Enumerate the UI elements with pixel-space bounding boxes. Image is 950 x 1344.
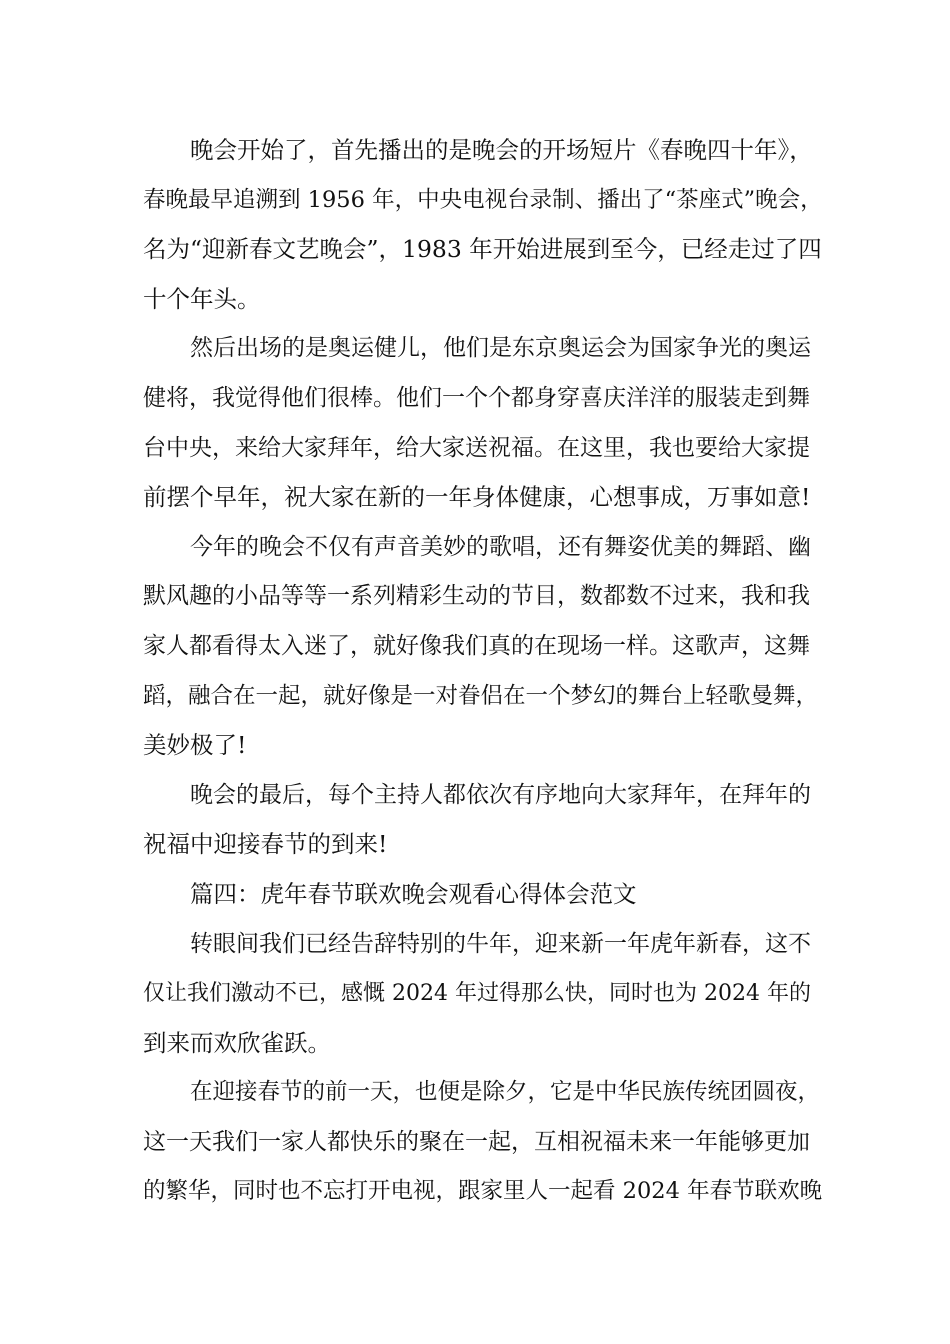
text-line: 仅让我们激动不已，感慨 2024 年过得那么快，同时也为 2024 年的 (143, 981, 811, 1007)
text-line: 的繁华，同时也不忘打开电视，跟家里人一起看 2024 年春节联欢晚 (143, 1178, 823, 1205)
text-line: 到来而欢欣雀跃。 (143, 1028, 331, 1057)
text-line: 家人都看得太入迷了，就好像我们真的在现场一样。这歌声，这舞 (143, 632, 810, 659)
document-body (143, 126, 823, 1217)
text-line: 默风趣的小品等等一系列精彩生动的节目，数都数不过来，我和我 (143, 583, 810, 610)
text-line: 名为“迎新春文艺晚会”，1983 年开始进展到至今，已经走过了四 (143, 235, 822, 264)
text-line: 祝福中迎接春节的到来! (143, 830, 388, 859)
text-line: 蹈，融合在一起，就好像是一对眷侣在一个梦幻的舞台上轻歌曼舞， (143, 682, 819, 709)
text-line: 春晚最早追溯到 1956 年，中央电视台录制、播出了“茶座式”晚会， (143, 186, 823, 213)
section-heading: 篇四：虎年春节联欢晚会观看心得体会范文 (190, 879, 637, 908)
text-line: 晚会的最后，每个主持人都依次有序地向大家拜年，在拜年的 (190, 781, 811, 808)
text-line: 美妙极了! (143, 731, 247, 760)
text-line: 然后出场的是奥运健儿，他们是东京奥运会为国家争光的奥运 (190, 335, 811, 362)
text-line: 在迎接春节的前一天，也便是除夕，它是中华民族传统团圆夜， (190, 1079, 821, 1106)
text-line: 转眼间我们已经告辞特别的牛年，迎来新一年虎年新春，这不 (190, 930, 811, 957)
text-line: 今年的晚会不仅有声音美妙的歌唱，还有舞姿优美的舞蹈、幽 (190, 533, 811, 560)
text-line: 这一天我们一家人都快乐的聚在一起，互相祝福未来一年能够更加 (143, 1128, 810, 1155)
text-line: 晚会开始了，首先播出的是晚会的开场短片《春晚四十年》， (190, 136, 813, 164)
text-line: 健将，我觉得他们很棒。他们一个个都身穿喜庆洋洋的服装走到舞 (143, 384, 810, 411)
text-line: 前摆个早年，祝大家在新的一年身体健康，心想事成，万事如意! (143, 483, 811, 512)
text-line: 十个年头。 (143, 284, 261, 313)
text-line: 台中央，来给大家拜年，给大家送祝福。在这里，我也要给大家提 (143, 434, 810, 461)
